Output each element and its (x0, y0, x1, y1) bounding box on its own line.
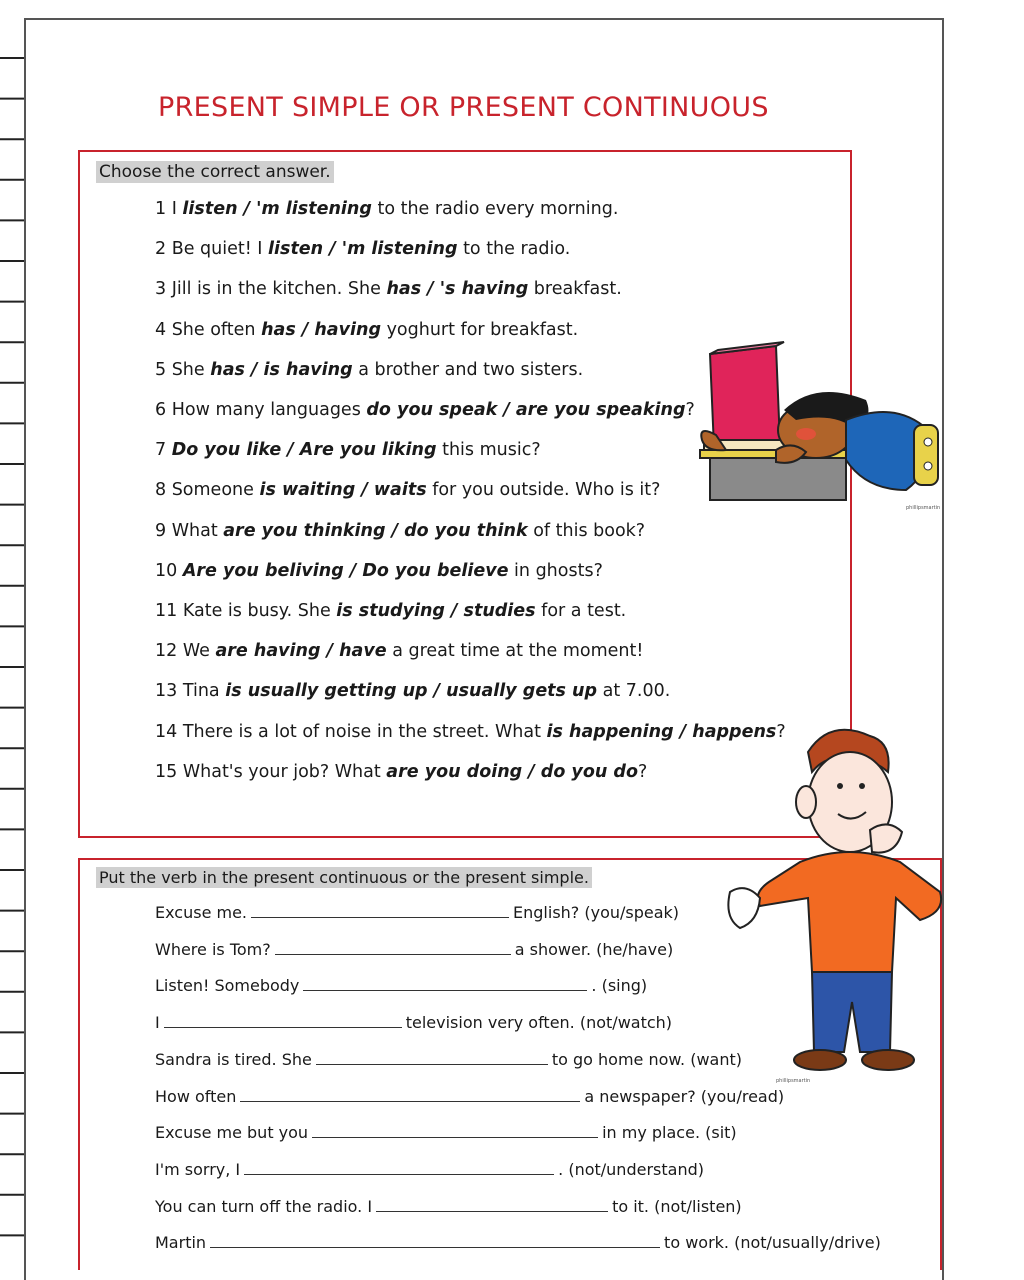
item-suffix: of this book? (527, 520, 646, 541)
page-title: PRESENT SIMPLE OR PRESENT CONTINUOUS (158, 92, 769, 123)
item-suffix: ? (685, 400, 695, 420)
answer-choice[interactable]: are you thinking / do you think (223, 520, 528, 541)
answer-blank[interactable] (240, 1087, 580, 1102)
exercise1-item (155, 762, 647, 782)
item-prefix: 13 Tina (155, 681, 226, 702)
item-prefix: 14 There is a lot of noise in the street. What (155, 721, 547, 742)
exercise1-item (155, 480, 660, 500)
exercise1-item (155, 521, 645, 541)
item-suffix: . (not/understand) (558, 1159, 704, 1179)
item-suffix: a great time at the moment! (386, 641, 644, 662)
answer-blank[interactable] (303, 976, 587, 991)
item-prefix: Excuse me. (155, 903, 248, 922)
answer-blank[interactable] (316, 1050, 548, 1065)
item-prefix: 5 She (155, 359, 211, 380)
item-prefix: 10 (155, 560, 183, 581)
answer-blank[interactable] (312, 1123, 598, 1138)
answer-choice[interactable]: has / having (261, 319, 381, 340)
answer-choice[interactable]: is happening / happens (546, 721, 777, 742)
exercise1-item (155, 199, 618, 219)
item-prefix: 6 How many languages (155, 400, 367, 420)
exercise1-item (155, 641, 643, 661)
credit-label-1: phillipsmartin (906, 505, 941, 511)
exercise2-item (155, 903, 679, 922)
item-suffix: to work. (not/usually/drive) (664, 1233, 881, 1253)
answer-choice[interactable]: listen / 'm listening (268, 239, 458, 260)
item-suffix: in my place. (sit) (602, 1123, 737, 1143)
exercise1-item (155, 360, 583, 380)
item-suffix: English? (you/speak) (513, 903, 680, 922)
answer-choice[interactable]: has / 's having (386, 279, 529, 300)
exercise1-item (155, 440, 541, 460)
item-suffix: a shower. (he/have) (514, 939, 674, 959)
exercise2-item (155, 1233, 881, 1252)
exercise1-instruction: Choose the correct answer. (96, 161, 334, 183)
item-prefix: 8 Someone (155, 480, 260, 501)
credit-label-2: phillipsmartin (776, 1078, 811, 1084)
exercise1-item (155, 601, 626, 621)
exercise2-item (155, 940, 673, 959)
item-prefix: 15 What's your job? What (155, 761, 387, 782)
answer-blank[interactable] (251, 903, 509, 918)
exercise2-instruction: Put the verb in the present continuous or the present simple. (96, 867, 592, 888)
exercise2-item (155, 1087, 784, 1106)
item-prefix: 3 Jill is in the kitchen. She (155, 279, 387, 300)
item-suffix: . (sing) (591, 976, 648, 996)
answer-choice[interactable]: is usually getting up / usually gets up (225, 681, 598, 702)
item-suffix: television very often. (not/watch) (405, 1013, 673, 1033)
exercise2-item (155, 1013, 672, 1032)
answer-choice[interactable]: listen / 'm listening (182, 199, 372, 219)
exercise2-item (155, 1160, 704, 1179)
item-prefix: Listen! Somebody (155, 976, 300, 996)
boy-thinking-illustration (720, 722, 950, 1077)
answer-choice[interactable]: are you doing / do you do (386, 761, 638, 782)
item-suffix: to go home now. (want) (551, 1049, 742, 1069)
answer-choice[interactable]: do you speak / are you speaking (366, 400, 686, 420)
item-suffix: this music? (436, 440, 541, 461)
item-prefix: Sandra is tired. She (155, 1049, 312, 1069)
exercise1-item (155, 279, 622, 299)
item-prefix: How often (155, 1086, 237, 1106)
item-prefix: 12 We (155, 641, 216, 662)
answer-choice[interactable]: Do you like / Are you liking (171, 440, 437, 461)
exercise1-item (155, 400, 695, 420)
item-prefix: 11 Kate is busy. She (155, 601, 337, 621)
item-prefix: 7 (155, 440, 172, 461)
exercise1-item (155, 681, 670, 701)
exercise2-item (155, 976, 647, 995)
item-prefix: Excuse me but you (155, 1123, 309, 1143)
item-prefix: 9 What (155, 520, 224, 541)
item-prefix: You can turn off the radio. I (155, 1196, 373, 1216)
exercise2-item (155, 1197, 742, 1216)
exercise2-item (155, 1123, 737, 1142)
item-suffix: breakfast. (528, 279, 622, 300)
item-suffix: in ghosts? (508, 560, 603, 581)
exercise1-item (155, 239, 570, 259)
item-suffix: for a test. (535, 601, 627, 621)
item-prefix: I (155, 1013, 160, 1033)
exercise1-item (155, 561, 603, 581)
answer-blank[interactable] (210, 1233, 660, 1248)
item-suffix: ? (776, 721, 786, 742)
answer-blank[interactable] (376, 1197, 608, 1212)
exercise1-item (155, 722, 786, 742)
exercise1-item (155, 320, 578, 340)
answer-choice[interactable]: is waiting / waits (259, 480, 427, 501)
answer-choice[interactable]: is studying / studies (336, 601, 536, 621)
item-suffix: to the radio. (457, 239, 571, 260)
item-prefix: I'm sorry, I (155, 1159, 241, 1179)
item-prefix: Martin (155, 1233, 207, 1253)
answer-choice[interactable]: Are you beliving / Do you believe (182, 560, 509, 581)
answer-choice[interactable]: has / is having (210, 359, 353, 380)
boy-reading-illustration (696, 340, 941, 515)
answer-choice[interactable]: are having / have (215, 641, 387, 662)
item-prefix: Where is Tom? (155, 939, 271, 959)
item-suffix: ? (637, 761, 648, 782)
answer-blank[interactable] (275, 940, 511, 955)
answer-blank[interactable] (164, 1013, 402, 1028)
item-suffix: a newspaper? (you/read) (584, 1086, 785, 1106)
exercise2-item (155, 1050, 742, 1069)
item-prefix: 4 She often (155, 319, 262, 340)
answer-blank[interactable] (244, 1160, 554, 1175)
item-suffix: to the radio every morning. (371, 199, 619, 219)
item-prefix: 2 Be quiet! I (155, 239, 269, 260)
item-suffix: yoghurt for breakfast. (381, 319, 579, 340)
item-suffix: for you outside. Who is it? (426, 480, 661, 501)
item-prefix: 1 I (155, 199, 183, 219)
item-suffix: to it. (not/listen) (612, 1196, 742, 1216)
item-suffix: at 7.00. (597, 681, 671, 702)
item-suffix: a brother and two sisters. (352, 359, 584, 380)
